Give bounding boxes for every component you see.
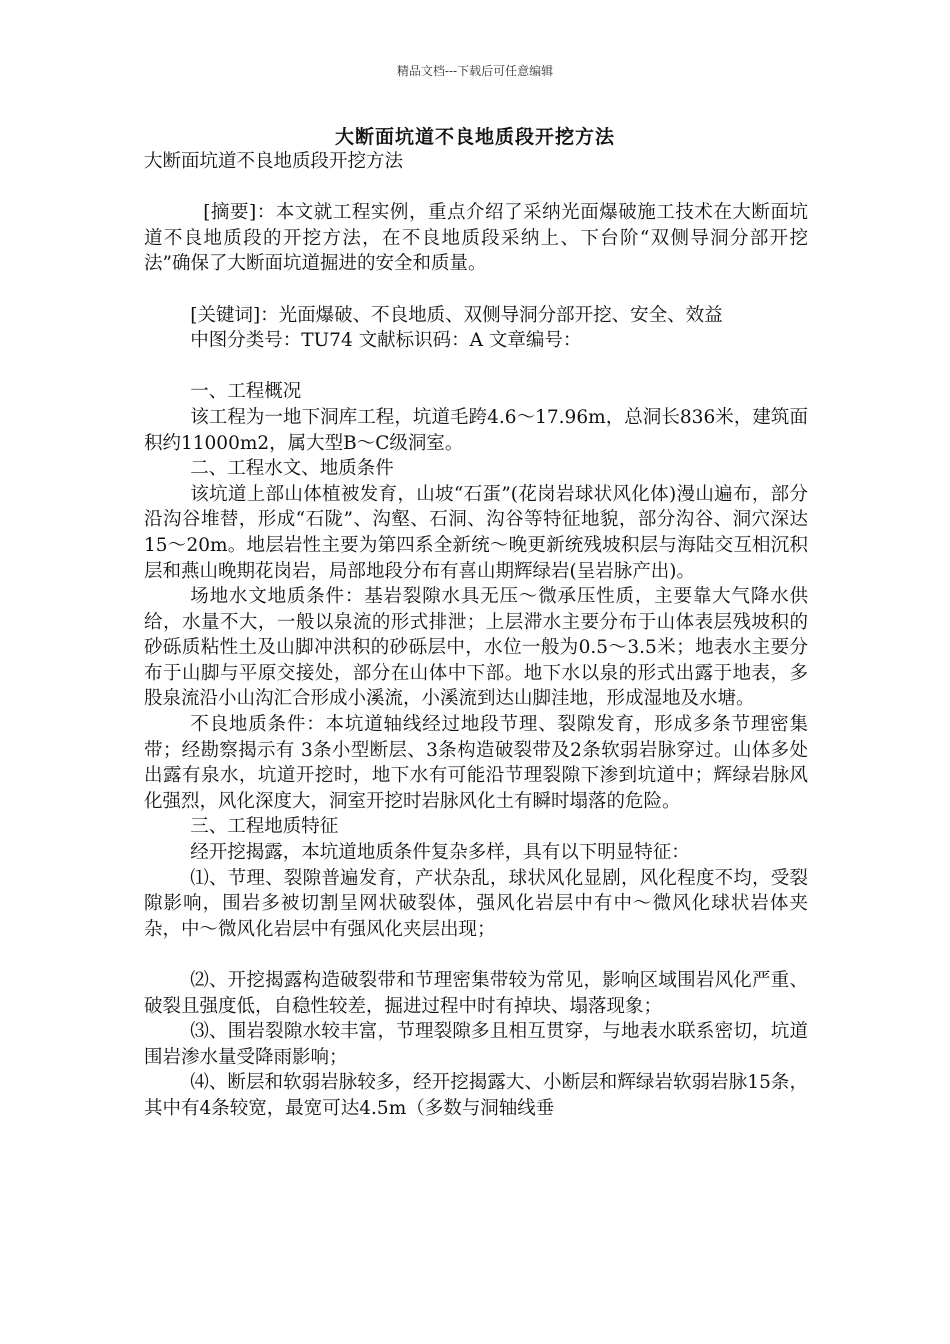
document-body	[144, 149, 808, 1122]
body-paragraph: 该坑道上部山体植被发育，山坡“石蛋”(花岗岩球状风化体)漫山遍布，部分沿沟谷堆替，形成“石陇”、沟壑、石洞、沟谷等特征地貌，部分沟谷、洞穴深达15～20m。地层岩性主要为第四系全新统～晚更新统残坡积层与海陆交互相沉积层和燕山晚期花岗岩，局部地段分布有喜山期辉绿岩(呈岩脉产出)。	[144, 483, 808, 582]
section-heading: 三、工程地质特征	[190, 816, 339, 838]
spacer	[144, 175, 808, 201]
body-paragraph: 经开挖揭露，本坑道地质条件复杂多样，具有以下明显特征：	[190, 842, 690, 864]
list-item: ⑵、开挖揭露构造破裂带和节理密集带较为常见，影响区域围岩风化严重、破裂且强度低，自稳性较差，掘进过程中时有掉块、塌落现象；	[144, 970, 808, 1017]
section-heading: 二、工程水文、地质条件	[190, 458, 394, 480]
page-header: 精品文档---下载后可任意编辑	[396, 64, 554, 78]
list-item: ⑶、围岩裂隙水较丰富，节理裂隙多且相互贯穿，与地表水联系密切，坑道围岩渗水量受降雨影响；	[144, 1021, 808, 1068]
keywords-paragraph: [关键词]：光面爆破、不良地质、双侧导洞分部开挖、安全、效益	[190, 304, 723, 326]
document-title: 大断面坑道不良地质段开挖方法	[334, 126, 615, 148]
list-item: ⑴、节理、裂隙普遍发育，产状杂乱，球状风化显剧，风化程度不均，受裂隙影响，围岩多被切割呈网状破裂体，强风化岩层中有中～微风化球状岩体夹杂，中～微风化岩层中有强风化夹层出现；	[144, 867, 808, 940]
body-paragraph: 不良地质条件：本坑道轴线经过地段节理、裂隙发育，形成多条节理密集带；经勘察揭示有 3条小型断层、3条构造破裂带及2条软弱岩脉穿过。山体多处出露有泉水，坑道开挖时，地下水有可能沿节理裂隙下渗到坑道中；辉绿岩脉风化强烈，风化深度大，洞室开挖时岩脉风化土有瞬时塌落的危险。	[144, 714, 808, 812]
list-item: ⑷、断层和软弱岩脉较多，经开挖揭露大、小断层和辉绿岩软弱岩脉15条，其中有4条较宽，最宽可达4.5m（多数与洞轴线垂	[144, 1072, 808, 1119]
spacer	[144, 277, 808, 303]
subtitle-paragraph: 大断面坑道不良地质段开挖方法	[144, 151, 404, 172]
spacer	[144, 354, 808, 380]
classification-paragraph: 中图分类号：TU74 文献标识码：A 文章编号：	[190, 330, 582, 352]
abstract-paragraph: [摘要]：本文就工程实例，重点介绍了采纳光面爆破施工技术在大断面坑道不良地质段的开挖方法，在不良地质段采纳上、下台阶“双侧导洞分部开挖法”确保了大断面坑道掘进的安全和质量。	[144, 202, 808, 275]
body-paragraph: 该工程为一地下洞库工程，坑道毛跨4.6～17.96m，总洞长836米，建筑面积约11000m2，属大型B～C级洞室。	[144, 406, 808, 454]
section-heading: 一、工程概况	[190, 381, 302, 403]
spacer	[144, 942, 808, 968]
body-paragraph: 场地水文地质条件：基岩裂隙水具无压～微承压性质，主要靠大气降水供给，水量不大，一般以泉流的形式排泄；上层滞水主要分布于山体表层残坡积的砂砾质粘性土及山脚冲洪积的砂砾层中，水位一般为0.5～3.5米；地表水主要分布于山脚与平原交接处，部分在山体中下部。地下水以泉的形式出露于地表，多股泉流沿小山沟汇合形成小溪流，小溪流到达山脚洼地，形成湿地及水塘。	[144, 586, 808, 710]
